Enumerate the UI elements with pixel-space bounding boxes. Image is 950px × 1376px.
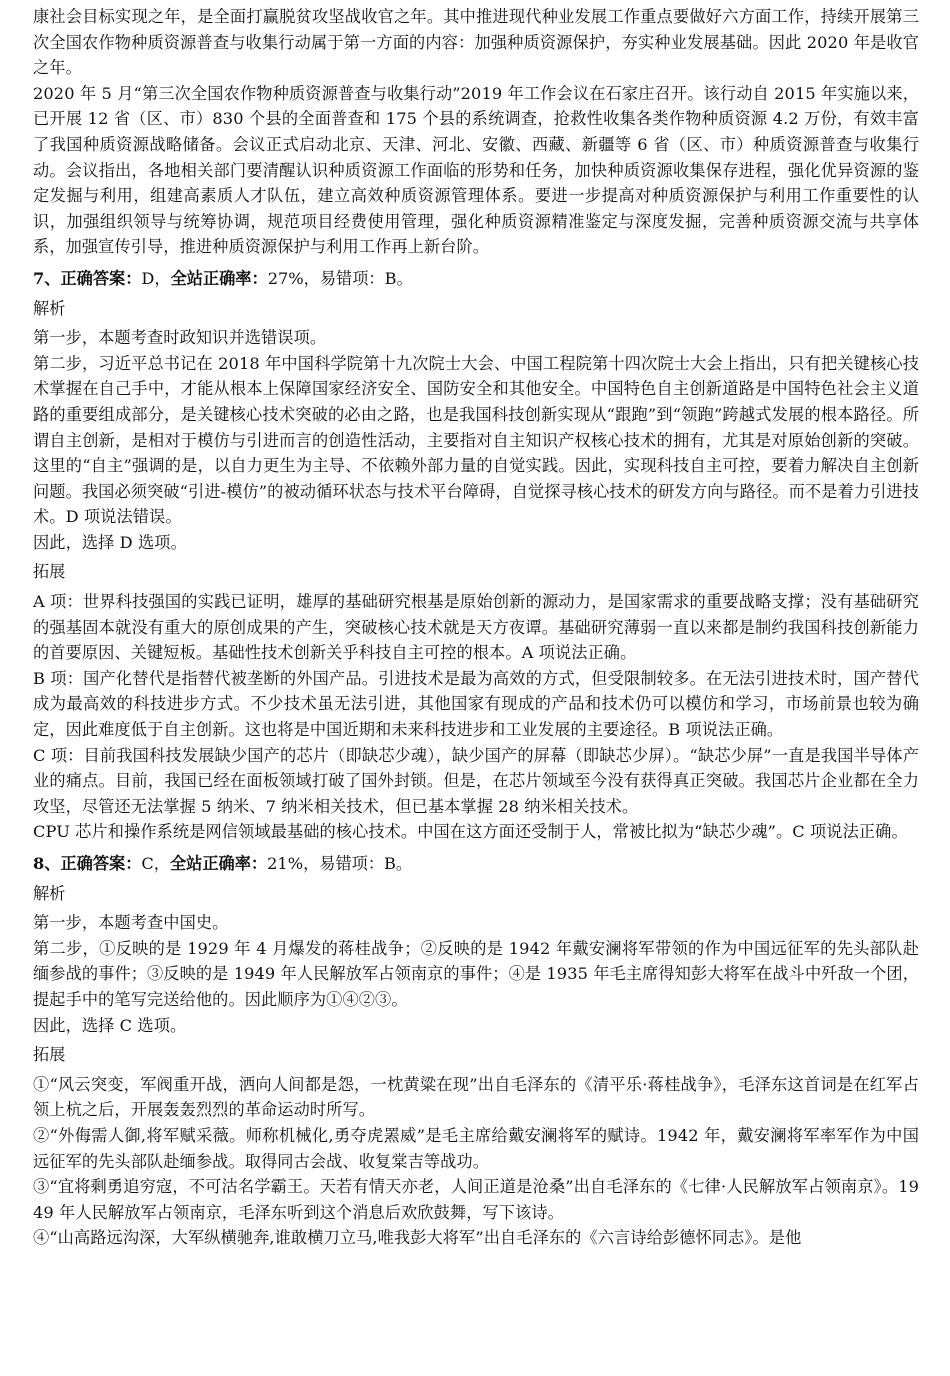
intro-paragraph-1: 康社会目标实现之年，是全面打赢脱贫攻坚战收官之年。其中推进现代种业发展工作重点要做好六方面工作，持续开展第三次全国农作物种质资源普查与收集行动属于第一方面的内容：加强种质资源保护，夯实种业发展基础。因此 2020 年是收官之年。 [33,7,919,78]
q7-analysis-label: 解析 [33,298,66,318]
intro-paragraph-2: 2020 年 5 月“第三次全国农作物种质资源普查与收集行动”2019 年工作会议在石家庄召开。该行动自 2015 年实施以来，已开展 12 省（区、市）830 个县的全面普查和 175 个县的系统调查，抢救性收集各类作物种质资源 4.2 万份，有效丰富了我国种质资源战略储备。会议正式启动北京、天津、河北、安徽、西藏、新疆等 6 省（区、市）种质资源普查与收集行动。会议指出，各地相关部门要清醒认识种质资源工作面临的形势和任务，加快种质资源收集保存进程，强化优异资源的鉴定发掘与利用，组建高素质人才队伍，建立高效种质资源管理体系。要进一步提高对种质资源保护与利用工作重要性的认识，加强组织领导与统筹协调，规范项目经费使用管理，强化种质资源精准鉴定与深度发掘，完善种质资源交流与共享体系，加强宣传引导，推进种质资源保护与利用工作再上新台阶。 [33,83,919,257]
q7-extension-c: C 项：目前我国科技发展缺少国产的芯片（即缺芯少魂），缺少国产的屏幕（即缺芯少屏）。“缺芯少屏”一直是我国半导体产业的痛点。目前，我国已经在面板领域打破了国外封锁。但是，在芯片领域至今没有获得真正突破。我国芯片企业都在全力攻坚，尽管还无法掌握 5 纳米、7 纳米相关技术，但已基本掌握 28 纳米相关技术。 [33,745,919,816]
q8-answer-label: 正确答案： [60,854,142,873]
q7-rate-value: 27%，易错项：B。 [267,268,413,288]
q7-rate-label: 全站正确率： [170,268,268,288]
q8-extension-2: ②“外侮需人御,将军赋采薇。师称机械化,勇夺虎罴威”是毛主席给戴安澜将军的赋诗。1942 年，戴安澜将军率军作为中国远征军的先头部队赴缅参战。取得同古会战、收复棠吉等战功。 [33,1125,919,1171]
q7-analysis-step-1: 第一步，本题考查时政知识并选错误项。 [33,328,327,348]
q8-number: 8、 [33,854,61,873]
q8-answer-value: C， [141,854,170,873]
q8-analysis-label: 解析 [33,883,66,903]
q7-answer-line [33,266,919,292]
q7-extension-label: 拓展 [33,562,66,582]
q8-rate-label: 全站正确率： [169,854,268,873]
document-page [33,0,919,1251]
q7-answer-value: D， [141,268,171,288]
q7-analysis-conclusion: 因此，选择 D 选项。 [33,532,187,552]
q8-rate-value: 21%，易错项：B。 [267,854,413,873]
q7-extension-b: B 项：国产化替代是指替代被垄断的外国产品。引进技术是最为高效的方式，但受限制较多。在无法引进技术时，国产替代成为最高效的科技进步方式。不少技术虽无法引进，其他国家有现成的产品和技术仍可以模仿和学习，市场前景也较为确定，因此难度低于自主创新。这也将是中国近期和未来科技进步和工业发展的主要途径。B 项说法正确。 [33,668,919,740]
q8-analysis-step-1: 第一步，本题考查中国史。 [33,913,229,933]
q8-answer-line [33,851,919,877]
q8-extension-4: ④“山高路远沟深，大军纵横驰奔,谁敢横刀立马,唯我彭大将军”出自毛泽东的《六言诗给彭德怀同志》。是他 [33,1228,802,1248]
q8-extension-1: ①“风云突变，军阀重开战，洒向人间都是怨，一枕黄粱在现”出自毛泽东的《清平乐·蒋桂战争》，毛泽东这首词是在红军占领上杭之后，开展轰轰烈烈的革命运动时所写。 [33,1074,919,1120]
q7-number: 7、 [33,268,61,288]
q7-answer-label: 正确答案： [60,268,142,288]
q7-extension-a: A 项：世界科技强国的实践已证明，雄厚的基础研究根基是原始创新的源动力，是国家需求的重要战略支撑；没有基础研究的强基固本就没有重大的原创成果的产生，突破核心技术就是天方夜谭。基础研究薄弱一直以来都是制约我国科技创新能力的首要原因、关键短板。基础性技术创新关乎科技自主可控的根本。A 项说法正确。 [33,592,919,663]
q8-extension-label: 拓展 [33,1045,66,1065]
q7-analysis-step-2: 第二步，习近平总书记在 2018 年中国科学院第十九次院士大会、中国工程院第十四次院士大会上指出，只有把关键核心技术掌握在自己手中，才能从根本上保障国家经济安全、国防安全和其他安全。中国特色自主创新道路是中国特色社会主义道路的重要组成部分，是关键核心技术突破的必由之路，也是我国科技创新实现从“跟跑”到“领跑”跨越式发展的根本路径。所谓自主创新，是相对于模仿与引进而言的创造性活动，主要指对自主知识产权核心技术的拥有，尤其是对原始创新的突破。这里的“自主”强调的是，以自力更生为主导、不依赖外部力量的自觉实践。因此，实现科技自主可控，要着力解决自主创新问题。我国必须突破“引进-模仿”的被动循环状态与技术平台障碍，自觉探寻核心技术的研发方向与路径。而不是着力引进技术。D 项说法错误。 [33,353,919,527]
q8-analysis-step-2: 第二步，①反映的是 1929 年 4 月爆发的蒋桂战争；②反映的是 1942 年戴安澜将军带领的作为中国远征军的先头部队赴缅参战的事件；③反映的是 1949 年人民解放军占领南京的事件；④是 1935 年毛主席得知彭大将军在战斗中歼敌一个团，提起手中的笔写完送给他的。因此顺序为①④②③。 [33,938,919,1009]
q7-extension-c-cont: CPU 芯片和操作系统是网信领域最基础的核心技术。中国在这方面还受制于人，常被比拟为“缺芯少魂”。C 项说法正确。 [33,822,908,842]
q8-analysis-conclusion: 因此，选择 C 选项。 [33,1015,187,1035]
q8-extension-3: ③“宜将剩勇追穷寇，不可沽名学霸王。天若有情天亦老，人间正道是沧桑”出自毛泽东的《七律·人民解放军占领南京》。1949 年人民解放军占领南京，毛泽东听到这个消息后欢欣鼓舞，写下该诗。 [33,1177,919,1222]
